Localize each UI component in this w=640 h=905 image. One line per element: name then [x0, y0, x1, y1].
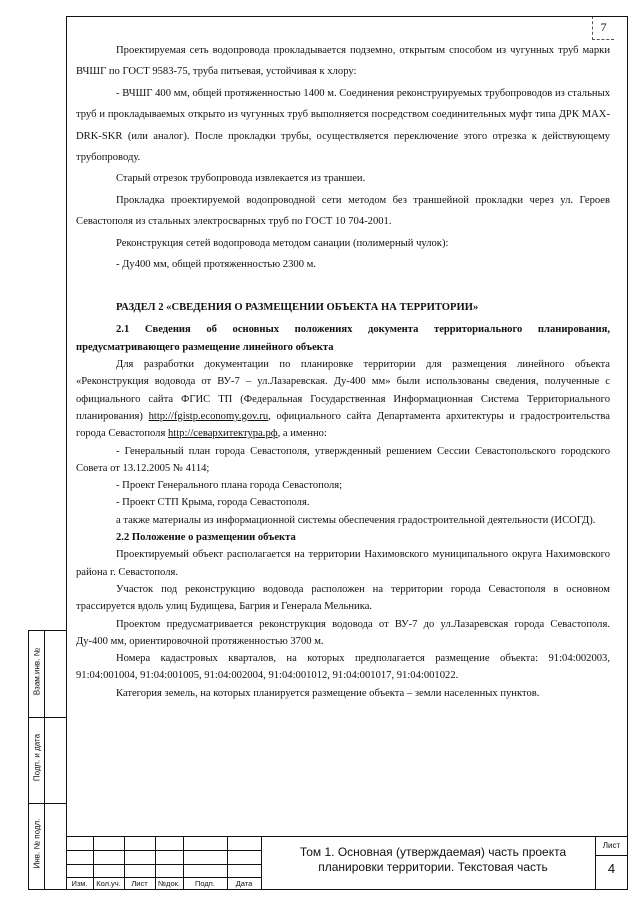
- sheet-label: Лист: [602, 841, 621, 850]
- page-marker: 7: [592, 16, 614, 40]
- stamp-divider: [66, 850, 261, 851]
- stamp-divider: [66, 864, 261, 865]
- title-block: [66, 836, 628, 890]
- paragraph-text: , официального сайта Департамента архитектуры и градостроительства города Севастополя: [76, 410, 610, 440]
- paragraph: Номера кадастровых кварталов, на которых предполагается размещение объекта: 91:04:002003, 91:04:001004, 91:04:001005, 91:04:002004, 91:04:001012, 91:04:001017, 91:04:001022.: [76, 653, 610, 682]
- document-title: Том 1. Основная (утверждаемая) часть проекта планировки территории. Текстовая часть: [299, 845, 567, 874]
- paragraph: Проектируемая сеть водопровода прокладывается подземно, открытым способом из чугунных труб марки ВЧШГ по ГОСТ 9583-75, труба питьевая, устойчивая к хлору:: [76, 45, 610, 78]
- sevarch-link[interactable]: http://севархитектура.рф: [168, 428, 278, 440]
- side-approval-strip: [28, 630, 66, 890]
- inv-podl-label: Инв. № подл.: [32, 818, 42, 869]
- header-podp: Подп.: [195, 879, 215, 888]
- list-item: - Генеральный план города Севастополя, утвержденный решением Сессии Севастопольского городского Совета от 13.12.2005 № 4114;: [76, 445, 610, 474]
- paragraph: Старый отрезок трубопровода извлекается из траншеи.: [116, 173, 366, 185]
- header-kol-uch: Кол.уч.: [96, 879, 121, 888]
- header-izm: Изм.: [71, 879, 88, 888]
- paragraph-text: Для разработки документации по планировке территории для размещения линейного объекта «Реконструкция водовода от ВУ-7 – ул.Лазаревская. Ду-400 мм» были использованы сведения, полученные с официального сайта ФГИС ТП (Федеральная Государственная Информационная Система Территориального планирования): [76, 359, 610, 422]
- paragraph: [76, 356, 610, 442]
- paragraph: Участок под реконструкцию водовода расположен на территории города Севастополя в основном трассируется вдоль улиц Будищева, Багрия и Генерала Мельника.: [76, 583, 610, 613]
- list-item: - Проект СТП Крыма, города Севастополя.: [116, 497, 310, 509]
- paragraph: Проектом предусматривается реконструкция водовода от ВУ-7 до ул.Лазаревская города Севастополя. Ду-400 мм, ориентировочной протяженностью 3700 м.: [76, 618, 610, 647]
- paragraph: - ВЧШГ 400 мм, общей протяженностью 1400 м. Соединения реконструируемых трубопроводов из стальных труб и прокладываемых открыто из чугунных труб выполняется посредством соединительных муфт типа ДРК MAX-DRK-SKR (или аналог). После прокладки трубы, осуществляется переключение этого отрезка к действующему трубопроводу.: [76, 87, 610, 164]
- subsection-title: 2.2 Положение о размещении объекта: [116, 532, 296, 544]
- list-item: - Проект Генерального плана города Севастополя;: [116, 480, 343, 492]
- stamp-divider: [261, 837, 262, 890]
- header-list: Лист: [131, 879, 148, 888]
- subsection-title: 2.1 Сведения об основных положениях документа территориального планирования, предусматривающего размещение линейного объекта: [76, 324, 610, 353]
- paragraph: Категория земель, на которых планируется размещение объекта – земли населенных пунктов.: [116, 687, 540, 699]
- paragraph: а также материалы из информационной системы обеспечения градостроительной деятельности (ИСОГД).: [116, 514, 596, 526]
- paragraph: Прокладка проектируемой водопроводной сети методом без траншейной прокладки через ул. Героев Севастополя из стальных электросварных труб по ГОСТ 10 704-2001.: [76, 194, 610, 228]
- document-body: [76, 40, 610, 702]
- header-ndok: №док.: [158, 879, 180, 888]
- section-title: РАЗДЕЛ 2 «СВЕДЕНИЯ О РАЗМЕЩЕНИИ ОБЪЕКТА НА ТЕРРИТОРИИ»: [116, 302, 479, 314]
- fgistp-link[interactable]: http://fgistp.economy.gov.ru: [148, 410, 269, 422]
- paragraph-text: , а именно:: [277, 428, 327, 440]
- paragraph: Реконструкция сетей водопровода методом санации (полимерный чулок):: [116, 237, 449, 249]
- podp-data-label: Подп. и дата: [32, 733, 42, 782]
- vzam-label: Взам.инв. №: [32, 647, 42, 696]
- paragraph: - Ду400 мм, общей протяженностью 2300 м.: [116, 259, 316, 271]
- paragraph: Проектируемый объект располагается на территории Нахимовского муниципального округа Нахимовского района г. Севастополя.: [76, 549, 610, 578]
- header-data: Дата: [235, 879, 253, 888]
- sheet-number: 4: [607, 861, 616, 876]
- stamp-divider: [595, 855, 628, 856]
